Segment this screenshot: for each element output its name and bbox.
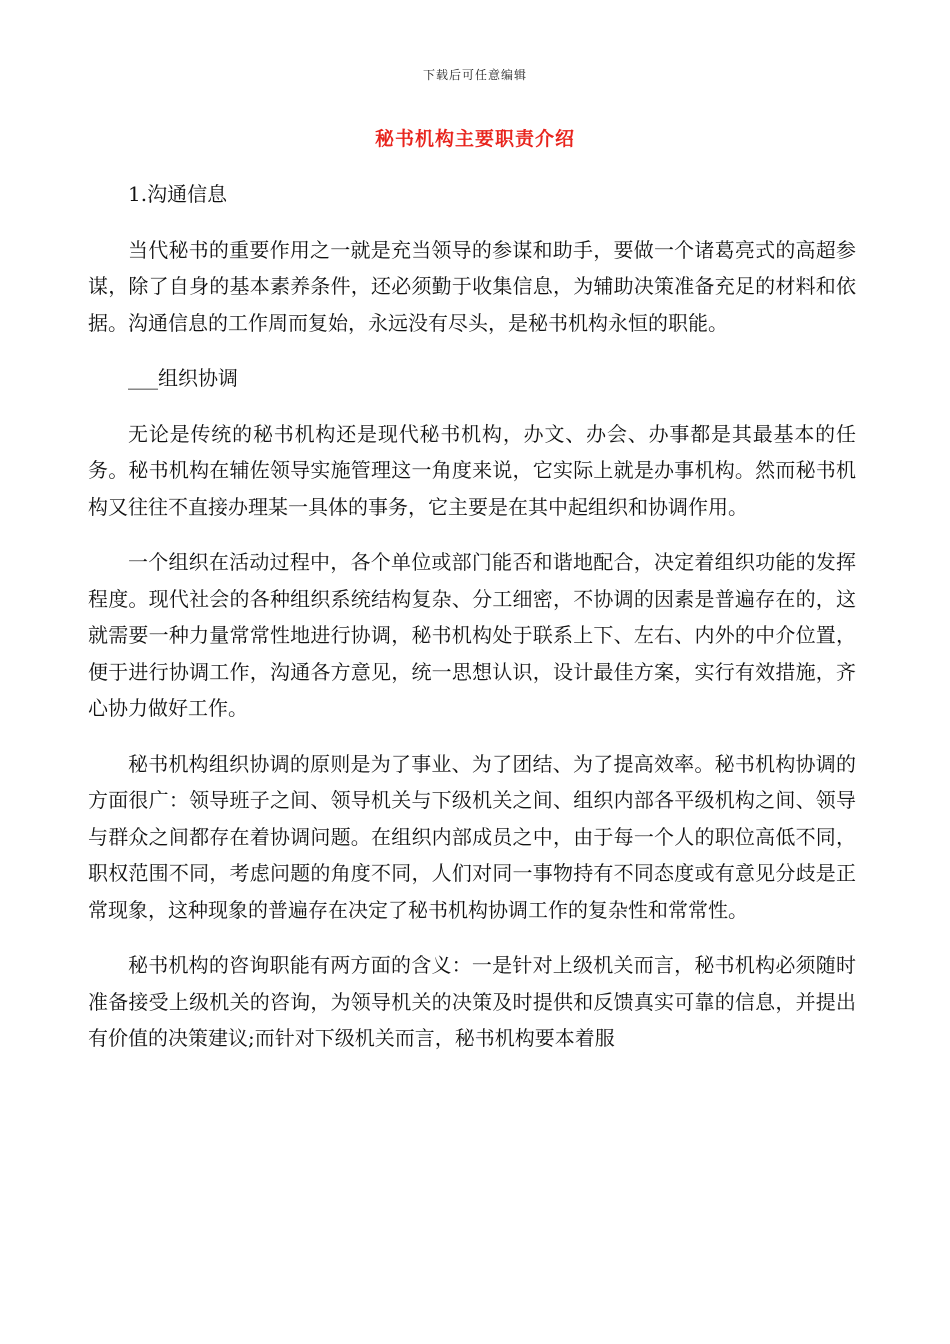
section-heading-communication: 1.沟通信息 [128, 182, 228, 206]
document-title: 秘书机构主要职责介绍 [374, 128, 575, 150]
body-paragraph: 无论是传统的秘书机构还是现代秘书机构，办文、办会、办事都是其最基本的任务。秘书机构在辅佐领导实施管理这一角度来说，它实际上就是办事机构。然而秘书机构又往往不直接办理某一具体的事务，它主要是在其中起组织和协调作用。 [88, 421, 856, 519]
body-paragraph: 秘书机构的咨询职能有两方面的含义：一是针对上级机关而言，秘书机构必须随时准备接受上级机关的咨询，为领导机关的决策及时提供和反馈真实可靠的信息，并提出有价值的决策建议;而针对下级机关而言，秘书机构要本着服 [88, 953, 856, 1050]
body-paragraph: 一个组织在活动过程中，各个单位或部门能否和谐地配合，决定着组织功能的发挥程度。现代社会的各种组织系统结构复杂、分工细密，不协调的因素是普遍存在的，这就需要一种力量常常性地进行协调，秘书机构处于联系上下、左右、内外的中介位置，便于进行协调工作，沟通各方意见，统一思想认识，设计最佳方案，实行有效措施，齐心协力做好工作。 [88, 550, 856, 720]
section-heading-coordination: ___组织协调 [128, 366, 238, 390]
document-body [88, 176, 856, 1076]
header-note: 下载后可任意编辑 [422, 68, 527, 82]
body-paragraph: 秘书机构组织协调的原则是为了事业、为了团结、为了提高效率。秘书机构协调的方面很广：领导班子之间、领导机关与下级机关之间、组织内部各平级机构之间、领导与群众之间都存在着协调问题。在组织内部成员之中，由于每一个人的职位高低不同，职权范围不同，考虑问题的角度不同，人们对同一事物持有不同态度或有意见分歧是正常现象，这种现象的普遍存在决定了秘书机构协调工作的复杂性和常常性。 [88, 751, 856, 922]
body-paragraph: 当代秘书的重要作用之一就是充当领导的参谋和助手，要做一个诸葛亮式的高超参谋，除了自身的基本素养条件，还必须勤于收集信息，为辅助决策准备充足的材料和依据。沟通信息的工作周而复始，永远没有尽头，是秘书机构永恒的职能。 [88, 237, 856, 335]
